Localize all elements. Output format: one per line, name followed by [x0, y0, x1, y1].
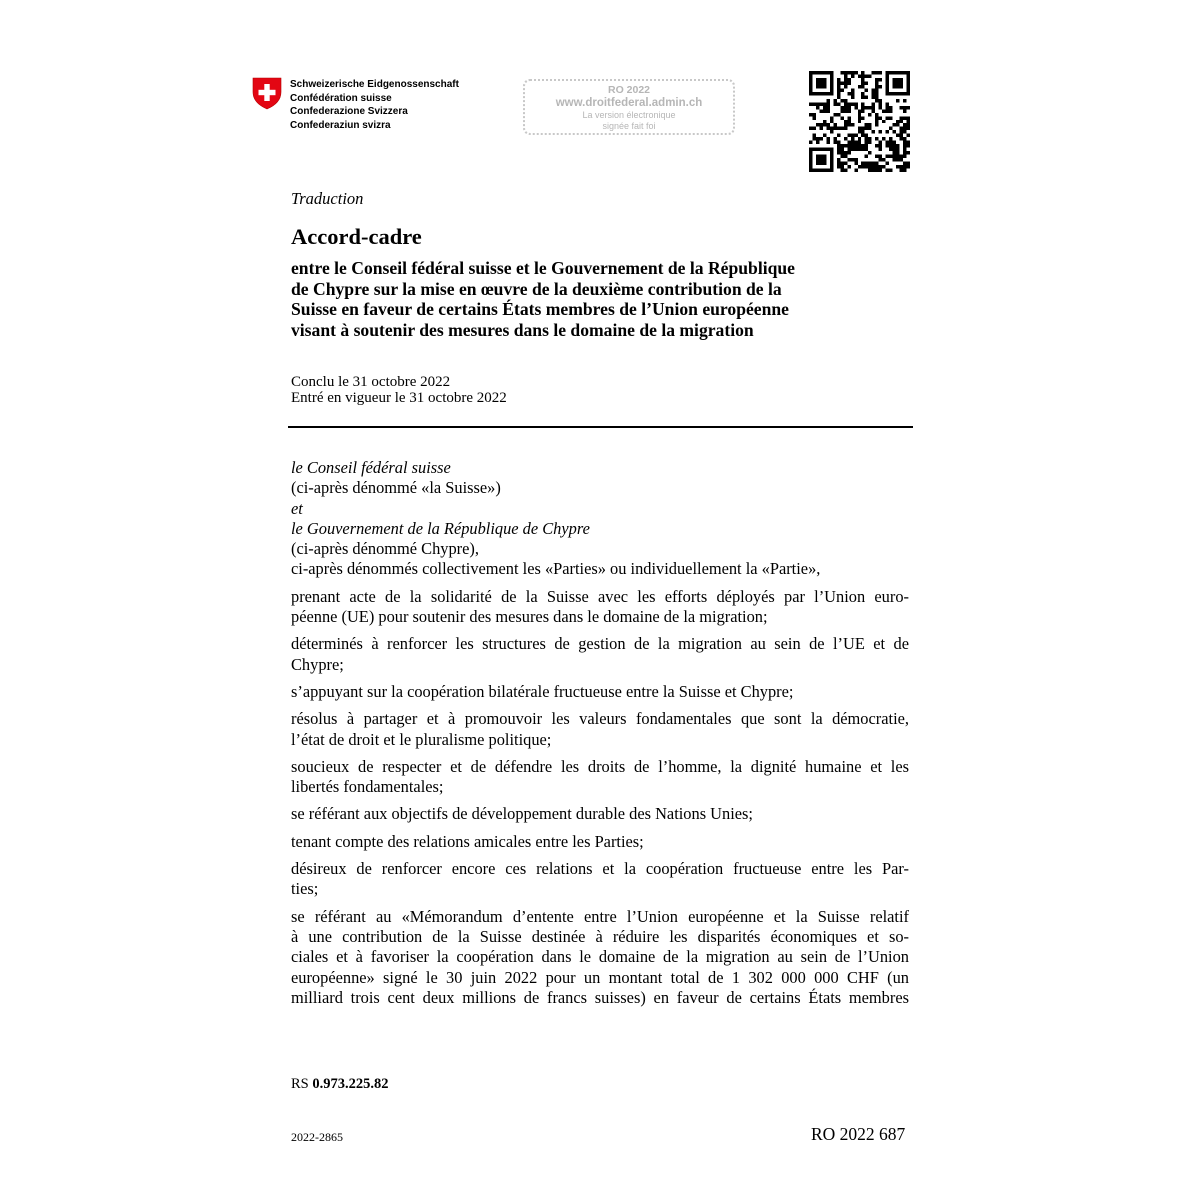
recital-line: libertés fondamentales; — [291, 777, 444, 797]
subtitle-line: entre le Conseil fédéral suisse et le Gouvernement de la République — [291, 258, 795, 278]
recital-line: soucieux de respecter et de défendre les droits de l’homme, la dignité humaine et les — [291, 756, 909, 776]
swiss-cross-icon — [252, 77, 282, 110]
recital: tenant compte des relations amicales entre les Parties; — [291, 831, 644, 851]
recital-line: ties; — [291, 879, 319, 899]
divider — [288, 426, 913, 428]
confederation-names — [290, 78, 459, 132]
rs-reference — [291, 1076, 389, 1093]
recital — [291, 634, 909, 675]
recital-line: désireux de renforcer encore ces relations et la coopération fructueuse entre les Par- — [291, 859, 909, 879]
subtitle-line: de Chypre sur la mise en œuvre de la deuxième contribution de la — [291, 278, 782, 299]
recital-line: prenant acte de la solidarité de la Suisse avec les efforts déployés par l’Union euro- — [291, 586, 909, 606]
recital — [291, 709, 909, 750]
recital-line: Chypre; — [291, 654, 344, 674]
confederation-line: Confederaziun svizra — [290, 119, 391, 131]
party-designation: (ci-après dénommé Chypre), — [291, 539, 479, 559]
rs-prefix: RS — [291, 1076, 309, 1092]
confederation-line: Schweizerische Eidgenossenschaft — [290, 79, 459, 90]
recital-line: milliard trois cent deux millions de francs suisses) en faveur de certains États membres — [291, 987, 909, 1007]
party-designation: (ci-après dénommé «la Suisse») — [291, 478, 501, 498]
recital-line: péenne (UE) pour soutenir des mesures dans le domaine de la migration; — [291, 607, 768, 627]
qr-code-icon — [809, 71, 910, 172]
recital-line: déterminés à renforcer les structures de gestion de la migration au sein de l’UE et de — [291, 634, 909, 654]
authenticity-stamp — [523, 79, 735, 135]
document-subtitle — [291, 258, 911, 340]
recital-line: ciales et à favoriser la coopération dans le domaine de la migration au sein de l’Union — [291, 947, 909, 967]
in-force-date: Entré en vigueur le 31 octobre 2022 — [291, 390, 507, 406]
document-number: 2022-2865 — [291, 1130, 343, 1144]
conjunction: et — [291, 498, 303, 518]
recital: s’appuyant sur la coopération bilatérale fructueuse entre la Suisse et Chypre; — [291, 681, 794, 701]
preamble — [291, 458, 909, 1008]
page-title: Accord-cadre — [291, 224, 422, 249]
recital-line: résolus à partager et à promouvoir les valeurs fondamentales que sont la démocratie, — [291, 709, 909, 729]
confederation-line: Confederazione Svizzera — [290, 106, 408, 117]
recital — [291, 757, 909, 798]
subtitle-line: visant à soutenir des mesures dans le domaine de la migration — [291, 319, 754, 340]
recital: se référant aux objectifs de développement durable des Nations Unies; — [291, 804, 753, 824]
document-dates — [291, 374, 507, 406]
rs-number: 0.973.225.82 — [312, 1076, 389, 1092]
stamp-note: signée fait foi — [602, 121, 656, 131]
recital — [291, 587, 909, 628]
recital-line: à une contribution de la Suisse destinée à réduire les disparités économiques et so- — [291, 926, 909, 946]
recital-line: européenne» signé le 30 juin 2022 pour un montant total de 1 302 000 000 CHF (un — [291, 967, 909, 987]
stamp-website: www.droitfederal.admin.ch — [555, 97, 703, 109]
recital-line: l’état de droit et le pluralisme politique; — [291, 729, 552, 749]
recital — [291, 907, 909, 1008]
subtitle-line: Suisse en faveur de certains États membres de l’Union européenne — [291, 299, 789, 319]
recital — [291, 859, 909, 900]
parties-collective: ci-après dénommés collectivement les «Parties» ou individuellement la «Partie», — [291, 559, 821, 579]
stamp-note: La version électronique — [582, 110, 676, 120]
recital-line: se référant au «Mémorandum d’entente entre l’Union européenne et la Suisse relatif — [291, 906, 909, 926]
party-name: le Conseil fédéral suisse — [291, 458, 451, 477]
ro-reference: RO 2022 687 — [811, 1124, 906, 1144]
confederation-line: Confédération suisse — [290, 92, 392, 104]
stamp-collection: RO 2022 — [607, 84, 651, 96]
translation-label: Traduction — [291, 189, 364, 208]
party-name: le Gouvernement de la République de Chypre — [291, 518, 590, 538]
concluded-date: Conclu le 31 octobre 2022 — [291, 374, 451, 390]
